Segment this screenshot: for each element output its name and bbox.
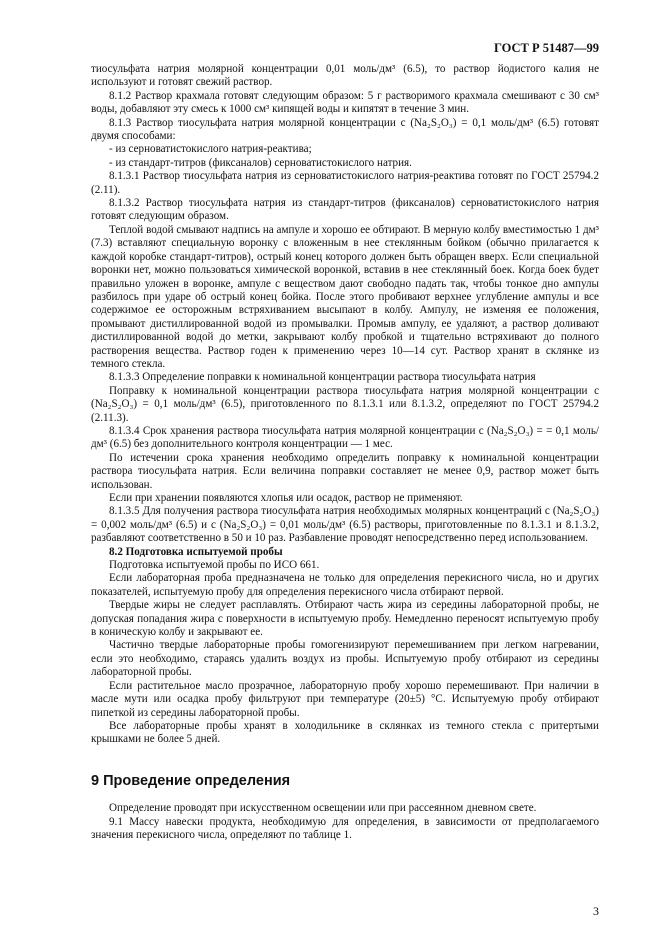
- paragraph: По истечении срока хранения необходимо определить поправку к номинальной концентрации раствора тиосульфата натрия. Если величина поправки составляет не менее 0,9, раствор может быть использован.: [91, 451, 599, 491]
- paragraph: 8.1.3.3 Определение поправки к номинальной концентрации раствора тиосульфата натрия: [109, 371, 536, 384]
- paragraph: Все лабораторные пробы хранят в холодильнике в склянках из темного стекла с притертыми крышками не более 5 дней.: [91, 719, 599, 746]
- paragraph: Если при хранении появляются хлопья или осадок, раствор не применяют.: [109, 492, 463, 504]
- list-item: - из стандарт-титров (фиксаналов) серноватистокислого натрия.: [109, 156, 412, 169]
- paragraph: 8.1.3.1 Раствор тиосульфата натрия из серноватистокислого натрия-реактива готовят по ГОСТ 25794.2 (2.11).: [91, 170, 599, 196]
- paragraph: Определение проводят при искусственном освещении или при рассеянном дневном свете.: [109, 802, 537, 815]
- paragraph: 8.1.3.4 Срок хранения раствора тиосульфата натрия молярной концентрации c (Na₂S₂O₃) = = 0,1 моль/дм³ (6.5) без дополнительного контроля концентрации — 1 мес.: [91, 424, 599, 451]
- document-header: ГОСТ Р 51487—99: [493, 41, 599, 55]
- list-item: - из серноватистокислого натрия-реактива;: [109, 143, 312, 156]
- paragraph: 8.1.2 Раствор крахмала готовят следующим образом: 5 г растворимого крахмала смешивают с 30 см³ воды, добавляют эту смесь к 1000 см³ кипящей воды и кипятят в течение 3 мин.: [91, 89, 599, 116]
- subsection-heading: 8.2 Подготовка испытуемой пробы: [109, 545, 283, 558]
- paragraph: Подготовка испытуемой пробы по ИСО 661.: [109, 559, 320, 572]
- paragraph: 8.1.3 Раствор тиосульфата натрия молярной концентрации c (Na₂S₂O₃) = 0,1 моль/дм³ (6.5) готовят двумя способами:: [91, 116, 599, 143]
- paragraph: Твердые жиры не следует расплавлять. Отбирают часть жира из середины лабораторной пробы, не допуская попадания жира с поверхности в испытуемую пробу. Немедленно переносят испытуемую пробу в коническую колбу и закрывают ее.: [91, 599, 599, 639]
- page-number: 3: [593, 904, 599, 918]
- paragraph: 8.1.3.5 Для получения раствора тиосульфата натрия необходимых молярных концентраций c (Na₂S₂O₃) = 0,002 моль/дм³ (6.5) и c (Na₂S₂O₃) = 0,01 моль/дм³ (6.5) растворы, приготовленные по 8.1.3.1 и 8.1.3.2, разбавляют соответственно в 50 и 10 раз. Разбавление проводят непосредственно перед использованием.: [91, 505, 599, 545]
- paragraph: Поправку к номинальной концентрации раствора тиосульфата натрия молярной концентрации c (Na₂S₂O₃) = 0,1 моль/дм³ (6.5), приготовленного по 8.1.3.1 или 8.1.3.2, определяют по ГОСТ 25794.2 (2.11.3).: [91, 384, 599, 424]
- paragraph: 9.1 Массу навески продукта, необходимую для определения, в зависимости от предполагаемого значения перекисного числа, определяют по таблице 1.: [91, 815, 599, 841]
- section-heading: 9 Проведение определения: [91, 772, 291, 789]
- document-body: [91, 63, 599, 842]
- paragraph: Теплой водой смывают надпись на ампуле и хорошо ее обтирают. В мерную колбу вместимостью 1 дм³ (7.3) вставляют специальную воронку с вложенным в нее стеклянным бойком (обычно прилагается к каждой коробке стандарт-титров), острый конец которого должен быть обращен вверх. Если специальной воронки нет, можно пользоваться химической воронкой, вставив в нее стеклянный боек. Когда боек будет правильно уложен в воронке, ампуле с веществом дают свободно падать так, чтобы тонкое дно ампулы разбилось при ударе об острый конец бойка. После этого пробивают верхнее углубление ампулы и все содержимое ее осторожным встряхиванием высыпают в колбу. Ампулу, не изменяя ее положения, промывают дистиллированной водой из промывалки. Промыв ампулу, ее удаляют, а раствор доливают дистиллированной водой до метки, закрывают колбу пробкой и тщательно встряхивают до полного растворения вещества. Раствор годен к применению через 10—14 сут. Раствор хранят в склянке из темного стекла.: [91, 223, 599, 370]
- paragraph: Если растительное масло прозрачное, лабораторную пробу хорошо перемешивают. При наличии в масле мути или осадка пробу фильтруют при температуре (20±5) °С. Испытуемую пробу отбирают пипеткой из середины лабораторной пробы.: [91, 679, 599, 719]
- paragraph: 8.1.3.2 Раствор тиосульфата натрия из стандарт-титров (фиксаналов) серноватистокислого натрия готовят следующим образом.: [91, 197, 599, 223]
- paragraph: тиосульфата натрия молярной концентрации 0,01 моль/дм³ (6.5), то раствор йодистого калия не используют и готовят свежий раствор.: [91, 63, 599, 89]
- paragraph: Частично твердые лабораторные пробы гомогенизируют перемешиванием при легком нагревании, если это необходимо, стараясь удалить воздух из пробы. Испытуемую пробу отбирают из середины лабораторной пробы.: [91, 639, 599, 679]
- paragraph: Если лабораторная проба предназначена не только для определения перекисного числа, но и других показателей, испытуемую пробу для определения перекисного числа отбирают первой.: [91, 572, 599, 598]
